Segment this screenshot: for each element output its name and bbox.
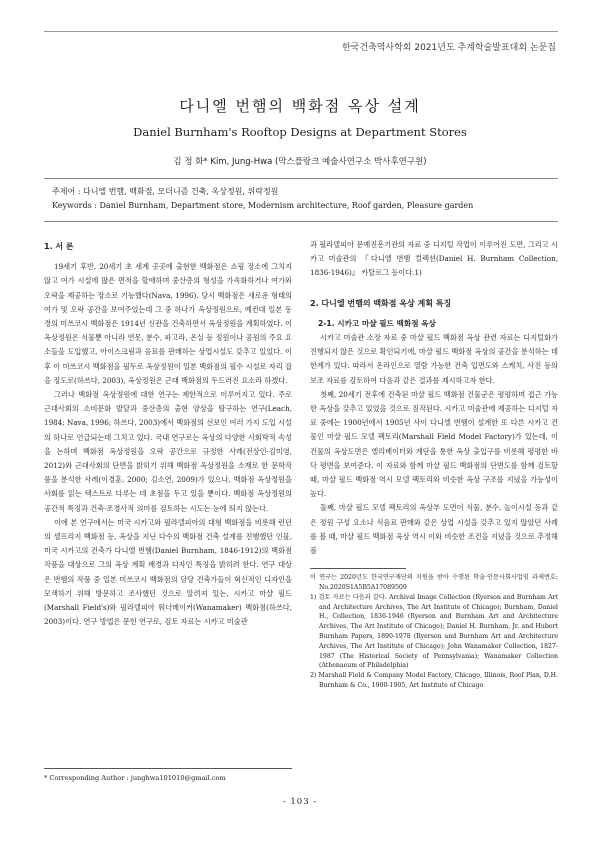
page-number: - 103 - [282,797,318,807]
paper-title-english: Daniel Burnham's Rooftop Designs at Department Stores [133,125,467,139]
corresponding-author-note: * Corresponding Author : junghwa101010@gmail.com [44,768,292,783]
running-title: 한국건축역사학회 2021년도 추계학술발표대회 논문집 [341,43,556,53]
right-column [310,238,558,691]
section-title-2: 2. 다니엘 번햄의 백화점 옥상 계획 특징 [310,298,452,308]
header-rule [44,18,558,32]
footnote-2: 2) Marshall Field & Company Model Factory, Chicago, Illinois, Roof Plan, D.H. Burnham & Co., 1900-1905, Art Institute of Chicago [310,672,558,690]
keywords-block [44,178,558,222]
paragraph: 19세기 후반, 20세기 초 세계 곳곳에 출현한 백화점은 쇼핑 장소에 그치지 않고 여가 시설에 많은 면적을 할애하며 중산층의 형성을 가속화하거나 여가와 오락을 제공하는 장소로 기능했다(Nava, 1996). 당시 백화점은 새로운 형태의 여가 및 오락 공간을 보여주었는데 그 중 하나가 옥상정원으로, 예컨대 일본 동경의 미쓰코시 백화점은 1914년 신관을 건축하면서 옥상정원을 계획하였다. 이 옥상정원은 식물뿐 아니라 연못, 분수, 파고라, 온실 등 정원이나 공원의 주요 요소들을 도입했고, 아이스크림과 음료를 판매하는 상업시설도 갖추고 있었다. 이후 이 미쓰코시 백화점을 필두로 옥상정원이 일본 백화점의 필수 시설로 자리 잡을 정도로(하쓰다, 2003), 옥상정원은 근대 백화점의 두드러진 요소라 하겠다. [44,262,292,385]
keywords-english: Keywords : Daniel Burnham, Department store, Modernism architecture, Roof garden, Pleasure garden [52,201,474,210]
left-column [44,238,292,629]
paragraph: 첫째, 20세기 전후에 건축된 마샬 필드 백화점 건물군은 평평하며 접근 가능한 옥상을 갖추고 있었을 것으로 짐작된다. 시카고 미술관에 제공하는 디지털 자료 중에는 1900년에서 1905년 사이 다니엘 번햄이 설계한 또 다른 시카고 건물인 마샬 필드 모델 팩토리(Marshall Field Model Factory)가 있는데, 이 건물의 옥상도면은 엘리베이터와 계단을 통한 옥상 출입구를 비롯해 평평한 바닥 평면을 보여준다. 이 자료와 함께 마샬 필드 백화점의 단면도를 함께 검토할 때, 마샬 필드 백화점 역시 모델 팩토리와 비슷한 옥상 구조를 지녔을 가능성이 높다. [310,389,558,499]
subsection-title-2-1: 2-1. 시카고 마샬 필드 백화점 옥상 [318,318,436,328]
footnotes [310,573,558,691]
paragraph: 그러나 백화점 옥상정원에 대한 연구는 제한적으로 이루어지고 있다. 주로 근대사회의 소비문화 발달과 중산층의 출현 양상을 탐구하는 연구(Leach, 1984; Nava, 1996; 하쓰다, 2003)에서 백화점의 선보인 여러 가지 도입 시설의 하나로 언급되는데 그치고 있다. 국내 연구로는 옥상의 다양한 사회학적 속성을 논하며 백화점 옥상정원을 오락 공간으로 규정한 사례(전상인·김미영, 2012)와 근대사회의 단면을 밝히기 위해 백화점 옥상정원을 소재로 한 문학작품을 분석한 사례(이경훈, 2000; 김소연, 2009)가 있으나, 백화점 옥상정원을 사회를 읽는 텍스트로 다루는 데 초점을 두고 있을 뿐이다. 백화점 옥상정원의 공간적 특징과 건축·조경사적 의미를 검토하는 시도는 눈에 띄지 않는다. [44,390,292,513]
footnote-funding: 이 연구는 2020년도 한국연구재단의 지원을 받아 수행된 학술·인문사회사업임 과제번호: No.2020S1A5B5A17089509 [310,574,558,592]
paragraph: 이에 본 연구에서는 미국 시카고와 필라델피아의 대형 백화점을 비롯해 런던의 셀프리지 백화점 등, 옥상을 지닌 다수의 백화점 건축 설계를 진행했던 인물, 미국 시카고의 건축가 다니엘 번햄(Daniel Burnham, 1846-1912)의 백화점 작품을 대상으로 그의 옥상 계획 배경과 디자인 특징을 밝히려 한다. 연구 대상은 번햄의 작품 중 일본 미쓰코시 백화점의 담당 건축가들이 혁신적인 디자인을 모색하기 위해 방문하고 조사했던 것으로 알려져 있는, 시카고 마샬 필드(Marshall Field's)와 필라델피아 워너메이커(Wanamaker) 백화점(하쓰다, 2003)이다. 연구 방법은 문헌 연구로, 검토 자료는 시카고 미술관 [44,517,292,627]
paragraph: 둘째, 마샬 필드 모델 팩토리의 옥상부 도면이 식물, 분수, 놀이시설 등과 같은 정원 구성 요소나 식음료 판매와 같은 상업 시설을 갖추고 있지 않았던 사례를 볼 때, 마샬 필드 백화점 옥상 역시 이와 비슷한 조건을 지녔을 것으로 추정해볼 [310,503,558,556]
footnote-1: 1) 검토 자료는 다음과 같다. Archival Image Collection (Ryerson and Burnham Art and Architecture Archives, The Art Institute of Chicago); Burnham, Daniel H., Collection, 1836-1946 (Ryerson and Burnham Art and Architecture Archives, The Art Institute of Chicago); Daniel H. Burnham, Jr. and Hubert Burnham Papers, 1890-1978 (Ryerson and Burnham Art and Architecture Archives, The Art Institute of Chicago); John Wanamaker Collection, 1827-1987 (The Historical Society of Pennsylvania); Wanamaker Collection (Athenaeum of Philadelphia) [310,593,558,670]
paragraph-continued: 과 필라델피아 문예진흥기관의 자료 중 디지털 작업이 이루어진 도면, 그리고 시카고 미술관의 『다니엘 번햄 컬렉션(Daniel H. Burnham Collection, 1836-1946)』 카탈로그 등이다.1) [310,240,558,278]
paper-title-korean: 다니엘 번햄의 백화점 옥상 설계 [179,97,421,115]
footnote-divider [310,568,406,569]
paragraph: 시카고 미술관 소장 자료 중 마샬 필드 백화점 옥상 관련 자료는 디지털화가 진행되지 않은 것으로 확인되기에, 마샬 필드 백화점 옥상의 공간을 분석하는 데 한계가 있다. 따라서 온라인으로 열람 가능한 건축 입면도와 스케치, 사진 등의 보조 자료를 검토하여 다음과 같은 결과를 제시하고자 한다. [310,333,558,385]
keywords-korean: 주제어 : 다니엘 번햄, 백화점, 모더니즘 건축, 옥상정원, 위락정원 [52,187,279,196]
section-title-intro: 1. 서 론 [44,242,74,251]
author-line: 김 정 화* Kim, Jung-Hwa (막스플랑크 예술사연구소 박사후연구원) [173,157,427,167]
